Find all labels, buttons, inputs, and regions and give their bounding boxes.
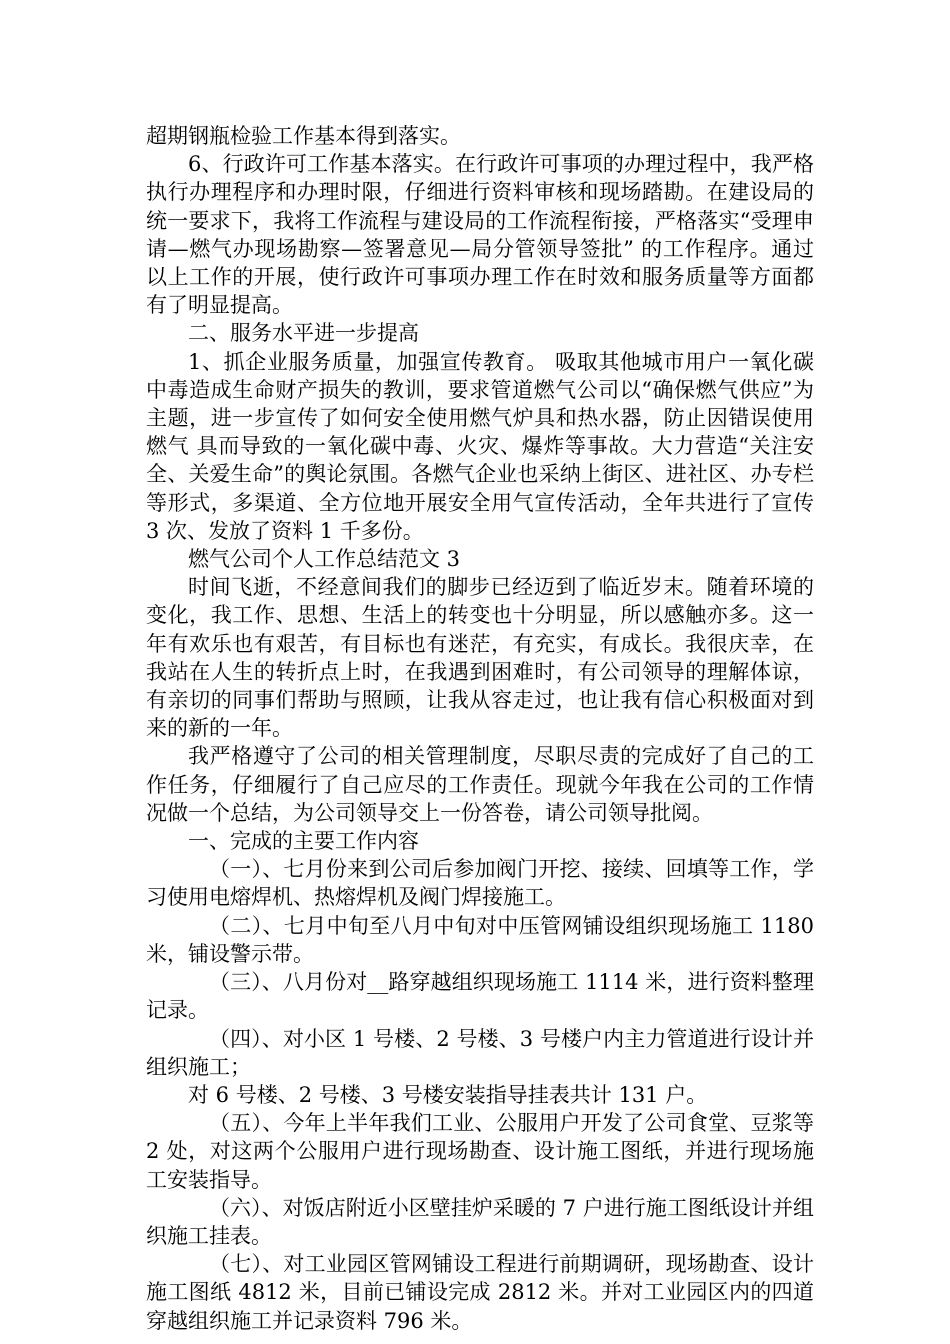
list-item-4-continued: 对 6 号楼、2 号楼、3 号楼安装指导挂表共计 131 户。 — [188, 1082, 708, 1107]
paragraph-7: 我严格遵守了公司的相关管理制度，尽职尽责的完成好了自己的工作任务，仔细履行了自己应尽的工作责任。现就今年我在公司的工作情况做一个总结，为公司领导交上一份答卷，请公司领导批阅。 — [146, 744, 814, 825]
list-item-4: （四）、对小区 1 号楼、2 号楼、3 号楼户内主力管道进行设计并组织施工； — [146, 1026, 814, 1079]
paragraph-6: 时间飞逝，不经意间我们的脚步已经迈到了临近岁末。随着环境的变化，我工作、思想、生活上的转变也十分明显，所以感触亦多。这一年有欢乐也有艰苦，有目标也有迷茫，有充实，有成长。我很庆幸，在我站在人生的转折点上时，在我遇到困难时，有公司领导的理解体谅，有亲切的同事们帮助与照顾，让我从容走过，也让我有信心积极面对到来的新的一年。 — [146, 575, 814, 741]
paragraph-2: 6、行政许可工作基本落实。在行政许可事项的办理过程中，我严格执行办理程序和办理时限，仔细进行资料审核和现场踏勘。在建设局的统一要求下，我将工作流程与建设局的工作流程衔接，严格落实“受理申请—燃气办现场勘察—签署意见—局分管领导签批” 的工作程序。通过以上工作的开展，使行政许可事项办理工作在时效和服务质量等方面都有了明显提高。 — [146, 152, 814, 318]
section-heading-service: 二、服务水平进一步提高 — [188, 321, 419, 346]
document-page — [146, 122, 814, 1335]
paragraph-4: 1、抓企业服务质量，加强宣传教育。 吸取其他城市用户一氧化碳中毒造成生命财产损失的教训，要求管道燃气公司以“确保燃气供应”为主题，进一步宣传了如何安全使用燃气炉具和热水器，防止因错误使用燃气 具而导致的一氧化碳中毒、火灾、爆炸等事故。大力营造“关注安全、关爱生命”的舆论氛围。各燃气企业也采纳上街区、进社区、办专栏等形式，多渠道、全方位地开展安全用气宣传活动，全年共进行了宣传 3 次、发放了资料 1 千多份。 — [146, 349, 814, 543]
list-item-7: （七）、对工业园区管网铺设工程进行前期调研，现场勘查、设计施工图纸 4812 米，目前已铺设完成 2812 米。并对工业园区内的四道穿越组织施工并记录资料 796 米。 — [146, 1252, 814, 1333]
section-heading-main-work: 一、完成的主要工作内容 — [188, 829, 419, 854]
list-item-1: （一）、七月份来到公司后参加阀门开挖、接续、回填等工作，学习使用电熔焊机、热熔焊机及阀门焊接施工。 — [146, 857, 814, 910]
list-item-6: （六）、对饭店附近小区壁挂炉采暖的 7 户进行施工图纸设计并组织施工挂表。 — [146, 1195, 814, 1248]
article-title: 燃气公司个人工作总结范文 3 — [188, 547, 461, 572]
list-item-2: （二）、七月中旬至八月中旬对中压管网铺设组织现场施工 1180 米，铺设警示带。 — [146, 913, 814, 966]
list-item-3: （三）、八月份对__路穿越组织现场施工 1114 米，进行资料整理记录。 — [146, 970, 814, 1023]
paragraph-1: 超期钢瓶检验工作基本得到落实。 — [146, 124, 461, 148]
list-item-5: （五）、今年上半年我们工业、公服用户开发了公司食堂、豆浆等 2 处，对这两个公服用户进行现场勘查、设计施工图纸，并进行现场施工安装指导。 — [146, 1111, 814, 1192]
